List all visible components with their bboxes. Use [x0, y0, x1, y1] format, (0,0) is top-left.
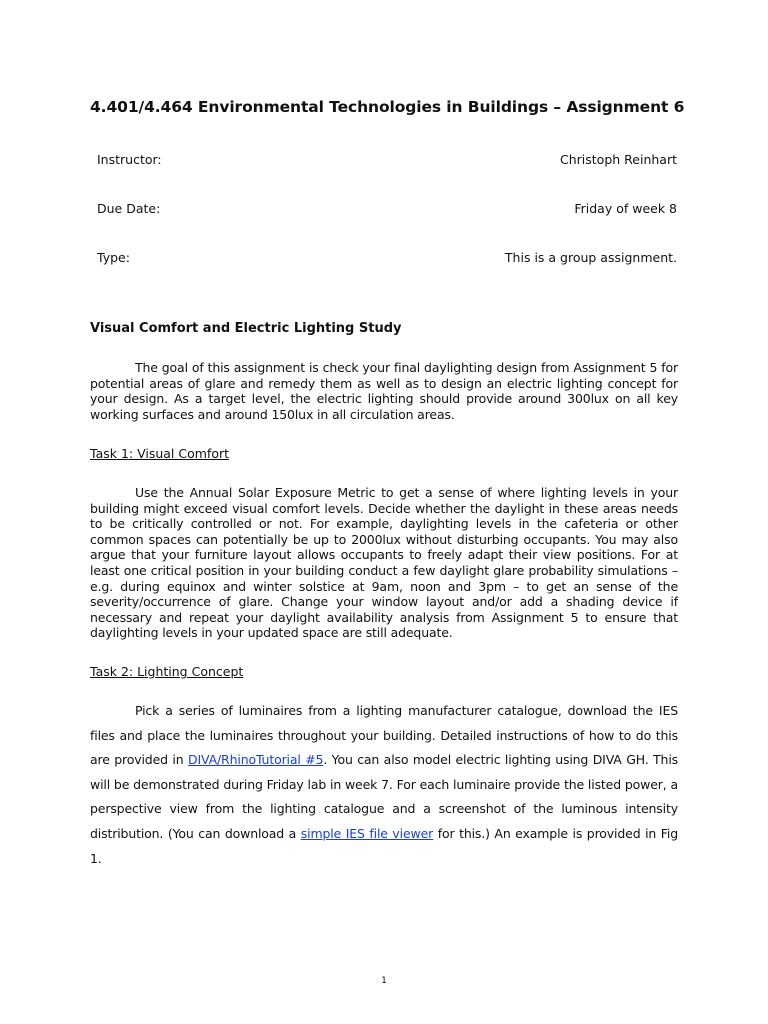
meta-row-type — [97, 250, 677, 265]
meta-row-instructor — [97, 152, 677, 167]
task2-text-3: for this.) An example is provided in Fig 1. — [90, 825, 678, 866]
task2-text-2: . You can also model electric lighting using DIVA GH. This will be demonstrated during Friday lab in week 7. For each luminaire provide the listed power, a perspective view from the lighting catalogue and a screenshot of the luminous intensity distribution. (You can download a — [90, 752, 678, 841]
task2-paragraph — [90, 699, 678, 871]
meta-label-instructor: Instructor: — [97, 152, 162, 167]
meta-value-type: This is a group assignment. — [504, 250, 677, 265]
task2-text-1: Pick a series of luminaires from a lighting manufacturer catalogue, download the IES files and place the luminaires throughout your building. Detailed instructions of how to do this are provided in — [90, 703, 678, 768]
meta-value-instructor: Christoph Reinhart — [560, 152, 677, 167]
diva-rhino-tutorial-link[interactable]: DIVA/RhinoTutorial #5 — [187, 752, 324, 768]
meta-label-type: Type: — [97, 250, 130, 265]
section-heading: Visual Comfort and Electric Lighting Study — [90, 321, 402, 336]
task1-paragraph: Use the Annual Solar Exposure Metric to get a sense of where lighting levels in your building might exceed visual comfort levels. Decide whether the daylight in these areas needs to be critically controlled or not. For example, daylighting levels in the cafeteria or other common spaces can potentially be up to 2000lux without disturbing occupants. You may also argue that your furniture layout allows occupants to freely adapt their view positions. For at least one critical position in your building conduct a few daylight glare probability simulations – e.g. during equinox and winter solstice at 9am, noon and 3pm – to get an sense of the severity/occurrence of glare. Change your window layout and/or add a shading device if necessary and repeat your daylight availability analysis from Assignment 5 to ensure that daylighting levels in your updated space are still adequate. — [90, 485, 678, 641]
task1-heading: Task 1: Visual Comfort — [90, 446, 230, 461]
intro-paragraph: The goal of this assignment is check your final daylighting design from Assignment 5 for potential areas of glare and remedy them as well as to design an electric lighting concept for your design. As a target level, the electric lighting should provide around 300lux on all key working surfaces and around 150lux in all circulation areas. — [90, 360, 678, 422]
task2-heading: Task 2: Lighting Concept — [90, 664, 244, 679]
meta-row-due-date — [97, 201, 677, 216]
meta-label-due-date: Due Date: — [97, 201, 161, 216]
document-title: 4.401/4.464 Environmental Technologies in Buildings – Assignment 6 — [90, 98, 685, 116]
page-number: 1 — [381, 976, 387, 986]
ies-file-viewer-link[interactable]: simple IES file viewer — [300, 825, 434, 841]
meta-value-due-date: Friday of week 8 — [574, 201, 677, 216]
